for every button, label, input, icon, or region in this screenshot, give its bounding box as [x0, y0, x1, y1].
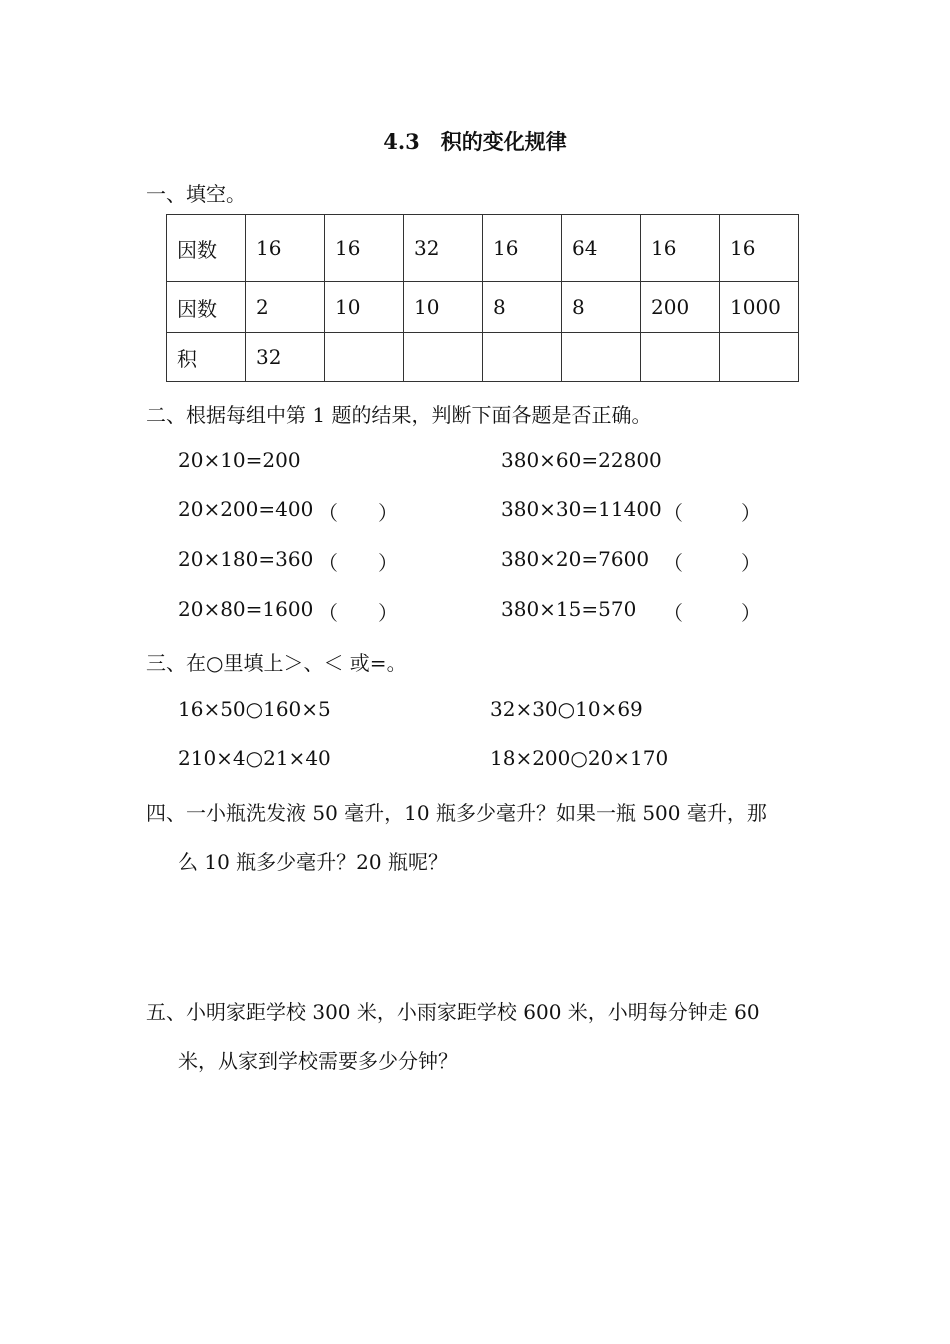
table-cell: 10 [325, 282, 404, 333]
answer-cell[interactable] [720, 333, 799, 382]
compare-item: 210×4○21×40 [178, 746, 331, 770]
section5-line1: 五、小明家距学校 300 米，小雨家距学校 600 米，小明每分钟走 60 [146, 1000, 760, 1024]
answer-cell[interactable] [483, 333, 562, 382]
table-cell: 32 [404, 215, 483, 282]
equation-right: 380×15=570 [501, 597, 637, 621]
section3-heading: 三、在○里填上＞、＜ 或=。 [146, 651, 407, 675]
section5-line2: 米，从家到学校需要多少分钟？ [178, 1049, 458, 1073]
table-cell: 8 [562, 282, 641, 333]
equation-left: 20×10=200 [178, 448, 301, 472]
table-row [167, 333, 799, 382]
equation-left: 20×200=400 [178, 497, 314, 521]
table-cell: 16 [483, 215, 562, 282]
table-cell: 1000 [720, 282, 799, 333]
section1-heading: 一、填空。 [146, 182, 246, 206]
table-cell: 32 [246, 333, 325, 382]
table-cell: 16 [641, 215, 720, 282]
judge-bracket[interactable]: （ ） [663, 501, 767, 525]
judge-bracket[interactable]: （ ） [663, 551, 767, 575]
equation-right: 380×60=22800 [501, 448, 662, 472]
compare-item: 16×50○160×5 [178, 697, 331, 721]
judge-bracket[interactable]: （ ） [318, 501, 398, 525]
equation-left: 20×80=1600 [178, 597, 314, 621]
equation-right: 380×30=11400 [501, 497, 662, 521]
judge-bracket[interactable]: （ ） [318, 601, 398, 625]
equation-right: 380×20=7600 [501, 547, 650, 571]
section4-line1: 四、一小瓶洗发液 50 毫升，10 瓶多少毫升？如果一瓶 500 毫升，那 [146, 801, 767, 825]
compare-item: 32×30○10×69 [490, 697, 643, 721]
compare-item: 18×200○20×170 [490, 746, 669, 770]
page-title: 4.3 积的变化规律 [383, 129, 567, 154]
answer-cell[interactable] [325, 333, 404, 382]
row-label: 积 [167, 333, 246, 382]
table-cell: 16 [246, 215, 325, 282]
section2-heading: 二、根据每组中第 1 题的结果，判断下面各题是否正确。 [146, 403, 652, 427]
section4-line2: 么 10 瓶多少毫升？20 瓶呢？ [178, 850, 448, 874]
judge-bracket[interactable]: （ ） [663, 601, 767, 625]
row-label: 因数 [167, 282, 246, 333]
table-cell: 16 [720, 215, 799, 282]
row-label: 因数 [167, 215, 246, 282]
table-cell: 8 [483, 282, 562, 333]
table-cell: 64 [562, 215, 641, 282]
table-cell: 16 [325, 215, 404, 282]
table-cell: 2 [246, 282, 325, 333]
equation-left: 20×180=360 [178, 547, 314, 571]
answer-cell[interactable] [641, 333, 720, 382]
answer-cell[interactable] [562, 333, 641, 382]
answer-cell[interactable] [404, 333, 483, 382]
table-cell: 200 [641, 282, 720, 333]
judge-bracket[interactable]: （ ） [318, 551, 398, 575]
fill-table [166, 214, 799, 382]
table-cell: 10 [404, 282, 483, 333]
table-row [167, 282, 799, 333]
table-row [167, 215, 799, 282]
